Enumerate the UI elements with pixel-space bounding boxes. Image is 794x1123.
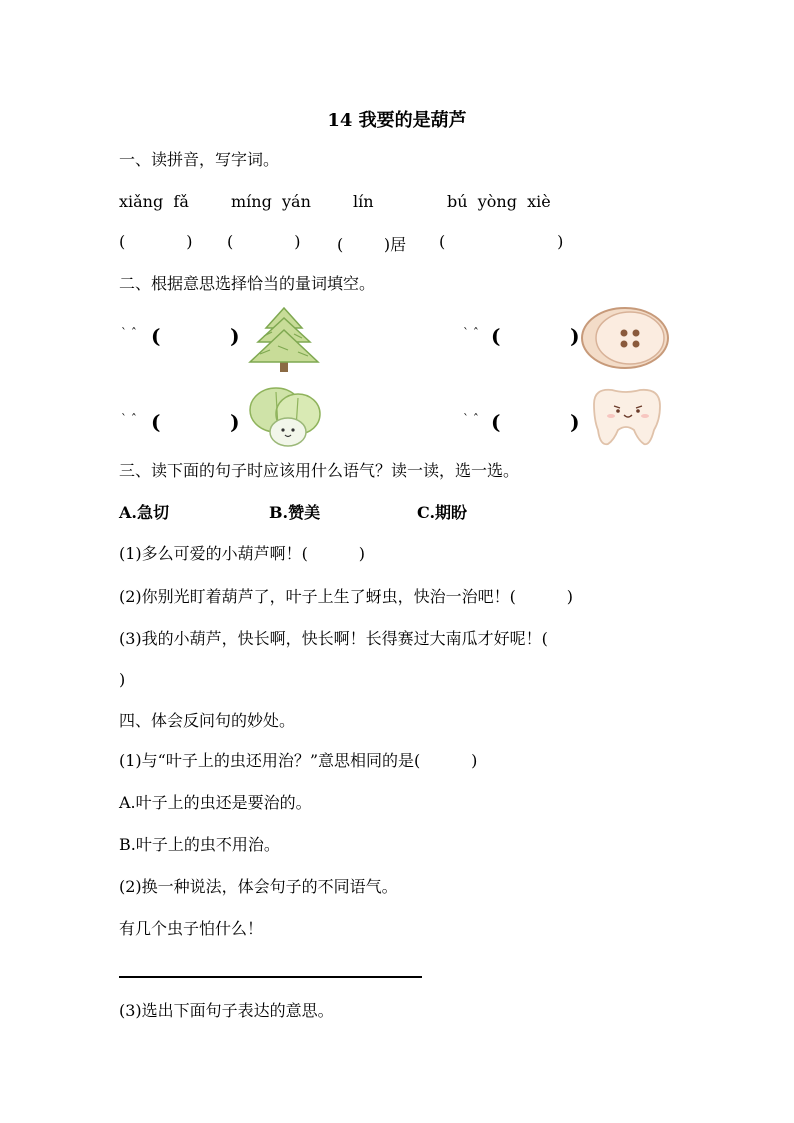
- question-4-1-option-a: A.叶子上的虫还是要治的。: [119, 793, 312, 812]
- question-4-2-sentence: 有几个虫子怕什么！: [119, 919, 264, 938]
- measure-blank-3[interactable]: ( ): [151, 410, 240, 434]
- section3-heading: 三、读下面的句子时应该用什么语气？读一读，选一选。: [119, 461, 520, 480]
- answer-bracket-2[interactable]: ( ): [227, 232, 301, 251]
- option-a: A.急切: [119, 503, 169, 522]
- question-3-2: (2)你别光盯着葫芦了，叶子上生了蚜虫，快治一治吧！( ): [119, 587, 574, 606]
- pinyin-3: lín: [353, 192, 374, 211]
- question-4-3: (3)选出下面句子表达的意思。: [119, 1001, 334, 1020]
- question-4-2: (2)换一种说法，体会句子的不同语气。: [119, 877, 398, 896]
- button-icon: [580, 306, 670, 370]
- measure-blank-1[interactable]: ( ): [151, 324, 240, 348]
- answer-line[interactable]: [119, 976, 422, 978]
- tree-icon: [244, 306, 324, 374]
- question-3-1: (1)多么可爱的小葫芦啊！( ): [119, 544, 366, 563]
- measure-prefix-4: ˋ ˆ: [463, 412, 479, 426]
- page-title: 14 我要的是葫芦: [327, 110, 467, 131]
- pinyin-1: xiǎng fǎ: [119, 192, 189, 211]
- answer-bracket-4[interactable]: ( ): [439, 232, 564, 251]
- section2-heading: 二、根据意思选择恰当的量词填空。: [119, 274, 376, 293]
- cabbage-icon: [246, 384, 326, 448]
- section1-heading: 一、读拼音，写字词。: [119, 150, 280, 169]
- option-b: B.赞美: [269, 503, 321, 522]
- pinyin-2: míng yán: [231, 192, 311, 211]
- question-3-3-close: ): [119, 670, 126, 689]
- measure-prefix-1: ˋ ˆ: [121, 326, 137, 340]
- question-3-3: (3)我的小葫芦，快长啊，快长啊！长得赛过大南瓜才好呢！(: [119, 629, 548, 648]
- measure-blank-2[interactable]: ( ): [491, 324, 580, 348]
- measure-prefix-2: ˋ ˆ: [463, 326, 479, 340]
- measure-prefix-3: ˋ ˆ: [121, 412, 137, 426]
- measure-blank-4[interactable]: ( ): [491, 410, 580, 434]
- question-4-1: (1)与“叶子上的虫还用治？”意思相同的是( ): [119, 751, 478, 770]
- answer-bracket-1[interactable]: ( ): [119, 232, 193, 251]
- tooth-icon: [584, 384, 668, 448]
- question-4-1-option-b: B.叶子上的虫不用治。: [119, 835, 280, 854]
- option-c: C.期盼: [417, 503, 468, 522]
- pinyin-4: bú yòng xiè: [447, 192, 551, 211]
- answer-bracket-3[interactable]: ( )居: [337, 235, 407, 254]
- section4-heading: 四、体会反问句的妙处。: [119, 711, 296, 730]
